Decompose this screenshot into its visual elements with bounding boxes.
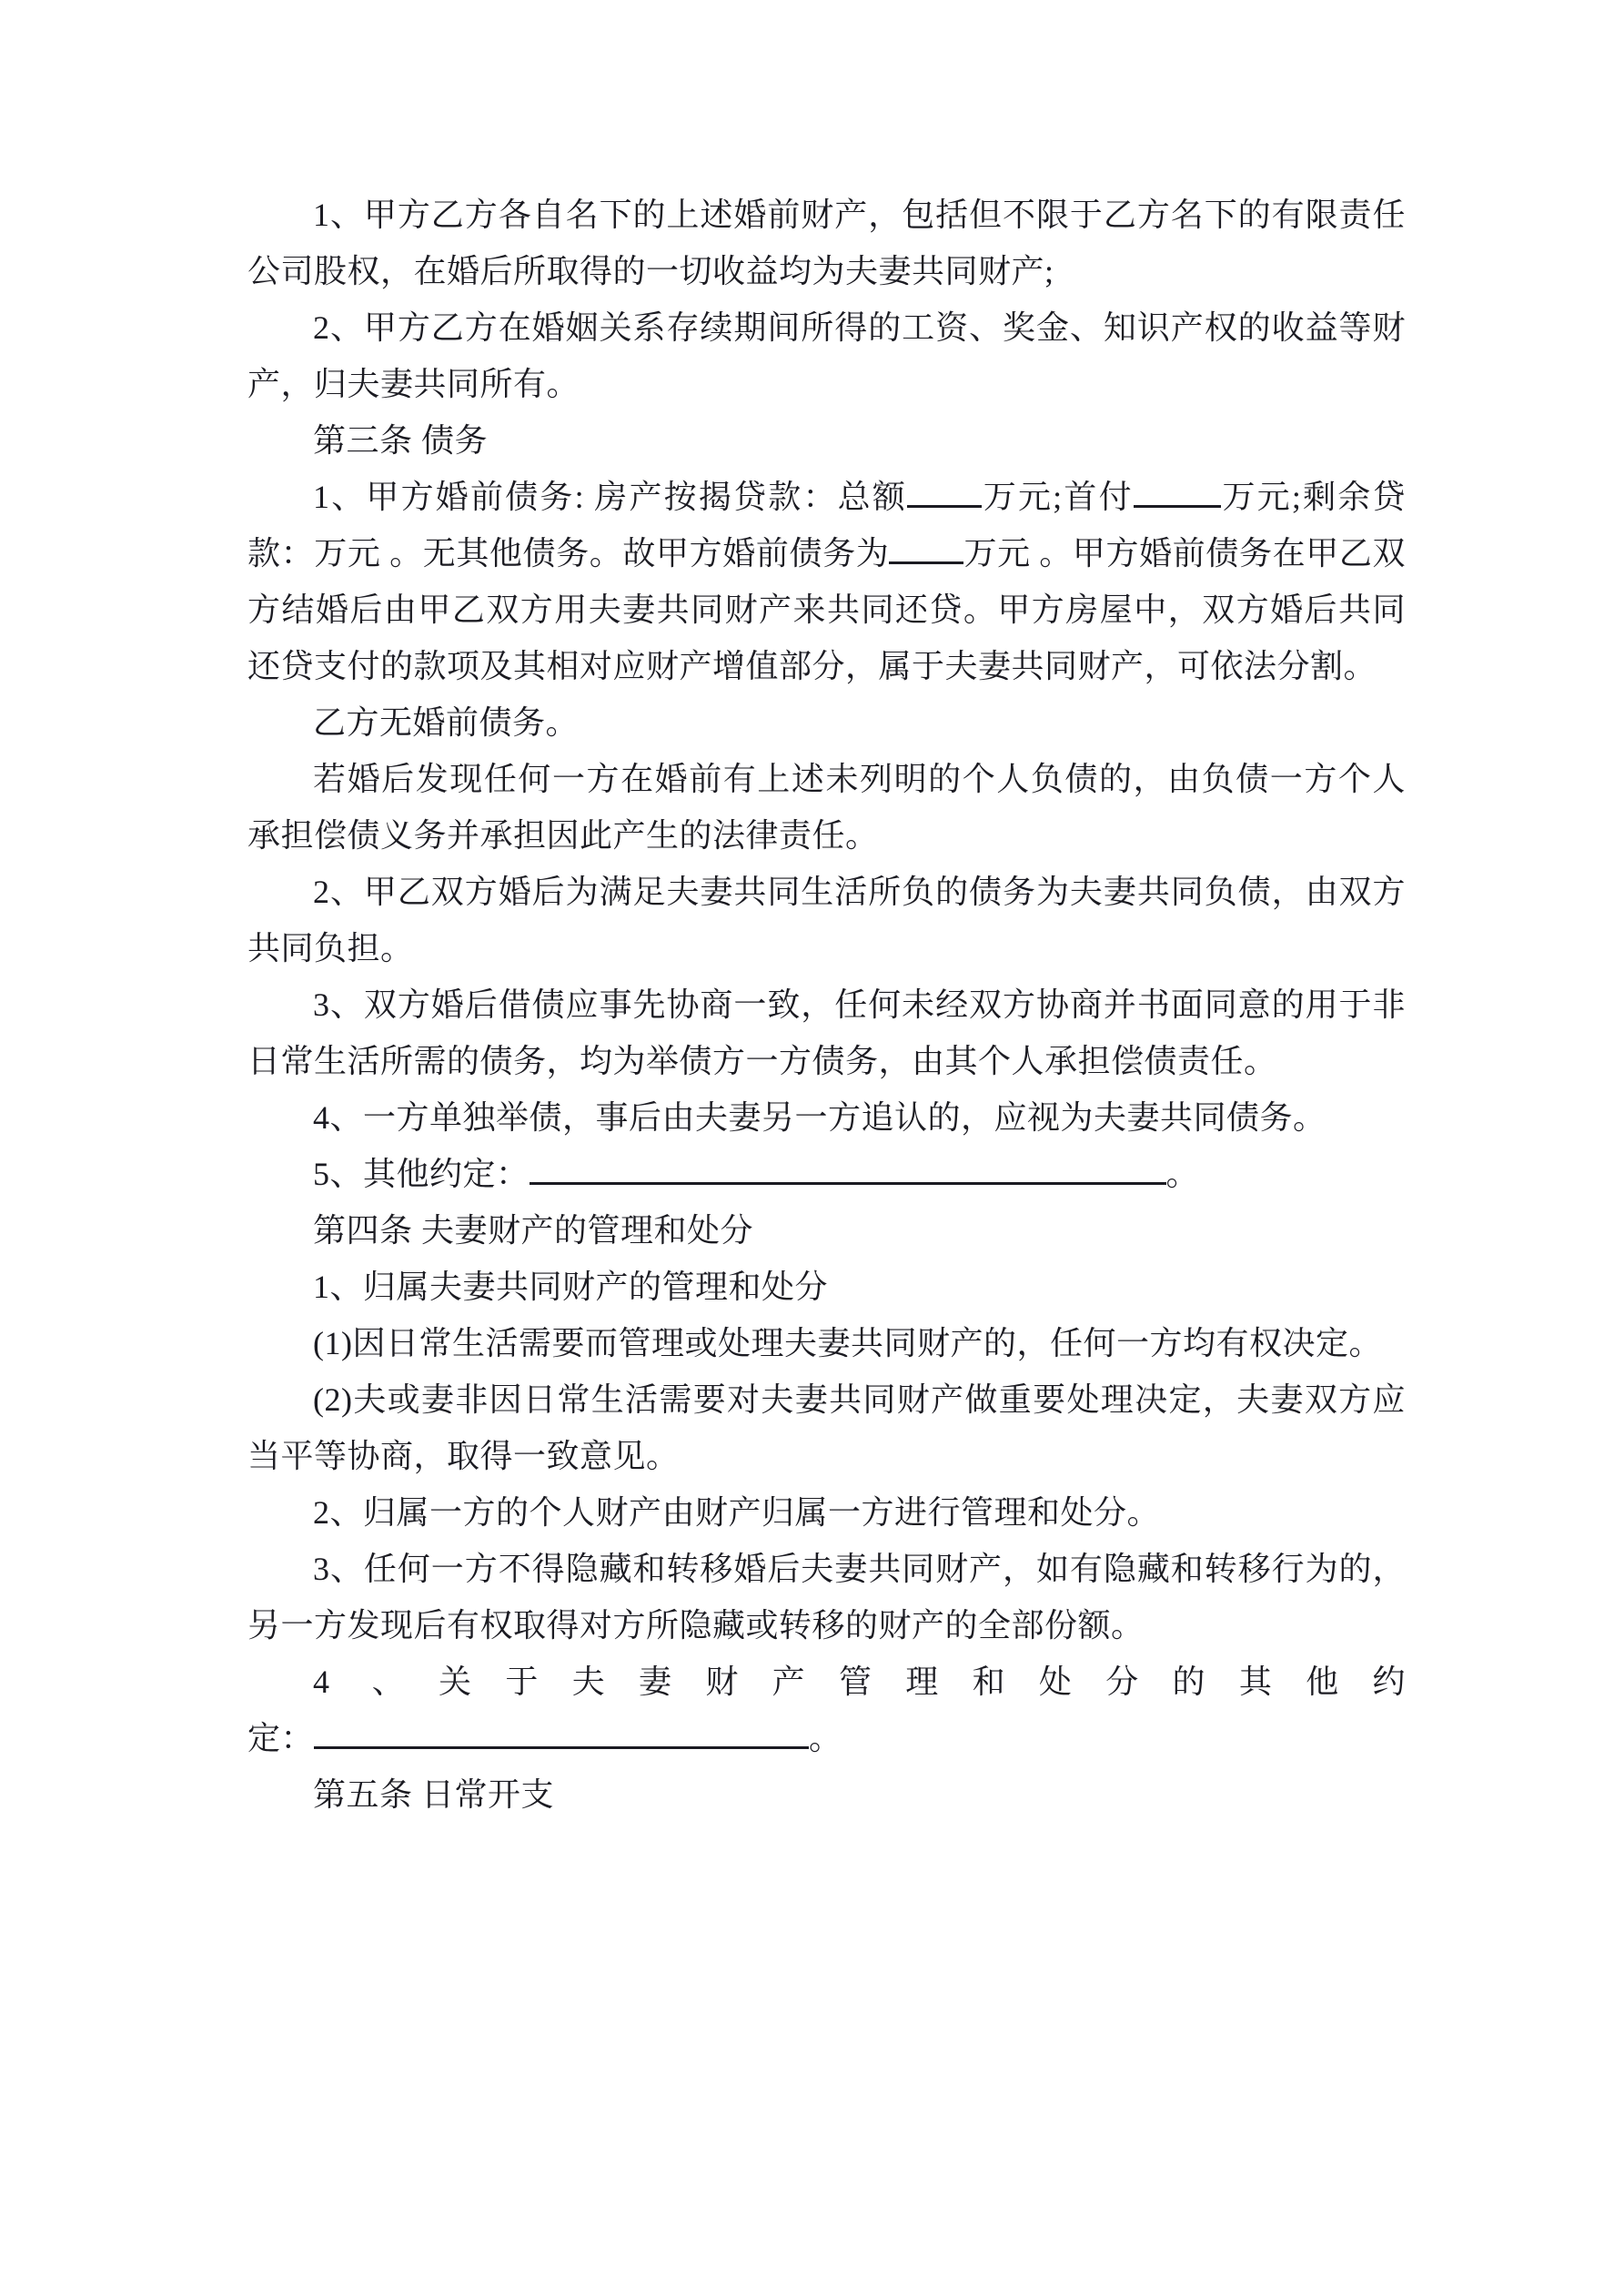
paragraph [247, 976, 1406, 1089]
text-run: 乙方无婚前债务。 [313, 704, 580, 741]
text-run: 1、归属夫妻共同财产的管理和处分 [313, 1269, 829, 1305]
document-body [247, 187, 1406, 1823]
text-run: (2)夫或妻非因日常生活需要对夫妻共同财产做重要处理决定，夫妻双方应当平等协商，取得一致意见。 [247, 1381, 1406, 1474]
paragraph [247, 1259, 1406, 1315]
text-run: 3、双方婚后借债应事先协商一致，任何未经双方协商并书面同意的用于非日常生活所需的债务，均为举债方一方债务，由其个人承担偿债责任。 [247, 986, 1406, 1079]
text-run: 定： [247, 1720, 315, 1756]
paragraph [247, 299, 1406, 412]
text-run: 万元;剩余贷款：万元 。无其他债务。故甲方婚前债务为 [247, 479, 1406, 571]
text-run: 5、其他约定： [313, 1156, 530, 1192]
text-run: 2、甲方乙方在婚姻关系存续期间所得的工资、奖金、知识产权的收益等财产，归夫妻共同所有。 [247, 309, 1406, 402]
text-run: 1、甲方乙方各自名下的上述婚前财产，包括但不限于乙方名下的有限责任公司股权，在婚后所取得的一切收益均为夫妻共同财产; [247, 197, 1406, 289]
paragraph [247, 694, 1406, 751]
paragraph [247, 1541, 1406, 1654]
text-run: 2、归属一方的个人财产由财产归属一方进行管理和处分。 [313, 1494, 1161, 1531]
text-run: (1)因日常生活需要而管理或处理夫妻共同财产的，任何一方均有权决定。 [313, 1325, 1382, 1361]
text-run: 1、甲方婚前债务: 房产按揭贷款：总额 [313, 479, 908, 515]
paragraph [247, 1710, 1406, 1766]
blank-underline [889, 559, 963, 564]
text-run: 4、一方单独举债，事后由夫妻另一方追认的，应视为夫妻共同债务。 [313, 1099, 1326, 1136]
section-heading [247, 1202, 1406, 1259]
text-run: 第五条 日常开支 [313, 1776, 555, 1813]
text-run: 第三条 债务 [313, 422, 489, 459]
paragraph [247, 1371, 1406, 1484]
paragraph [247, 469, 1406, 694]
paragraph [247, 187, 1406, 299]
blank-underline [530, 1179, 1166, 1185]
blank-underline [314, 1744, 809, 1749]
paragraph [247, 1484, 1406, 1541]
section-heading [247, 412, 1406, 469]
text-run: 。 [1165, 1156, 1200, 1192]
text-run: 若婚后发现任何一方在婚前有上述未列明的个人负债的，由负债一方个人承担偿债义务并承担因此产生的法律责任。 [247, 761, 1406, 854]
text-run: 4 、关于夫妻财产管理和处分的其他约 [313, 1664, 1406, 1700]
section-heading [247, 1766, 1406, 1823]
text-run: 3、任何一方不得隐藏和转移婚后夫妻共同财产，如有隐藏和转移行为的，另一方发现后有权取得对方所隐藏或转移的财产的全部份额。 [247, 1551, 1406, 1644]
blank-underline [1134, 502, 1221, 508]
text-run: 。 [809, 1720, 842, 1756]
text-run: 2、甲乙双方婚后为满足夫妻共同生活所负的债务为夫妻共同负债，由双方共同负担。 [247, 874, 1406, 966]
text-run: 万元 。甲方婚前债务在甲乙双方结婚后由甲乙双方用夫妻共同财产来共同还贷。甲方房屋中，双方婚后共同还贷支付的款项及其相对应财产增值部分，属于夫妻共同财产，可依法分割。 [247, 535, 1406, 684]
text-run: 万元;首付 [982, 479, 1134, 515]
paragraph [247, 864, 1406, 976]
paragraph [247, 1089, 1406, 1146]
text-run: 第四条 夫妻财产的管理和处分 [313, 1212, 754, 1249]
blank-underline [907, 502, 982, 508]
paragraph [247, 1654, 1406, 1710]
paragraph [247, 1315, 1406, 1371]
paragraph [247, 751, 1406, 864]
paragraph [247, 1146, 1406, 1202]
